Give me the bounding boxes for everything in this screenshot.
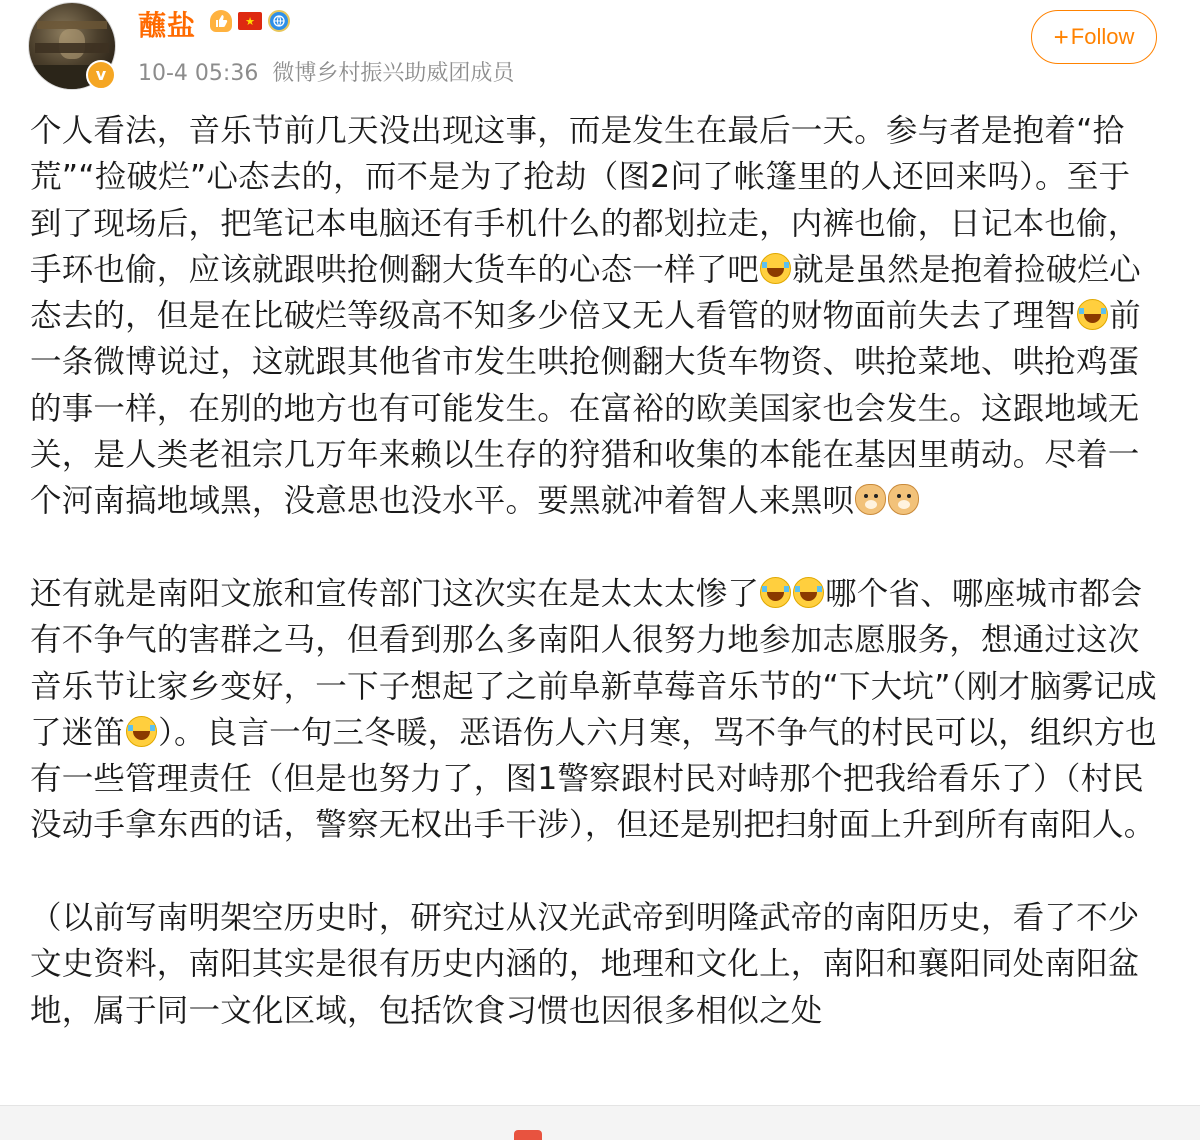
post-meta [138,56,514,87]
toolbar-indicator [514,1130,542,1140]
post-paragraph-2 [30,571,1160,849]
post-text-run: 就是虽然是抱着捡破烂心态去的，但是在比破烂等级高不知多少倍又无人看管的财物面前失去了理智 [30,251,1141,335]
post-paragraph-3 [30,895,1160,1034]
doge-emoji-icon [855,484,886,515]
avatar-image-detail [35,43,109,53]
verified-icon: v [86,60,116,90]
thumbs-up-badge-icon[interactable] [210,10,232,32]
post-text-run: 哪个省、哪座城市都会有不争气的害群之马，但看到那么多南阳人很努力地参加志愿服务，想通过这次音乐节让家乡变好，一下子想起了之前阜新草莓音乐节的“下大坑”（刚才脑雾记成了迷笛 [30,575,1157,751]
follow-button[interactable] [1031,10,1157,64]
post-header [0,0,1200,110]
crying-laughing-emoji-icon [1077,299,1108,330]
crying-laughing-emoji-icon [793,577,824,608]
post-body [30,108,1160,1034]
plus-icon: + [1053,21,1069,52]
china-flag-icon: ★ [238,12,262,30]
post-text-run: ）。良言一句三冬暖，恶语伤人六月寒，骂不争气的村民可以，组织方也有一些管理责任（但是也努力了，图1警察跟村民对峙那个把我给看乐了）（村民没动手拿东西的话，警察无权出手干涉），但还是别把扫射面上升到所有南阳人。 [30,714,1157,844]
paragraph-spacer [30,849,1160,895]
avatar-image-detail [37,21,107,29]
post-paragraph-1 [30,108,1160,525]
post-text-run: 还有就是南阳文旅和宣传部门这次实在是太太太惨了 [30,575,760,612]
globe-badge-icon[interactable] [268,10,290,32]
post-text-run: （以前写南明架空历史时，研究过从汉光武帝到明隆武帝的南阳历史，看了不少文史资料，南阳其实是很有历史内涵的，地理和文化上，南阳和襄阳同处南阳盆地，属于同一文化区域，包括饮食习惯也因很多相似之处 [30,900,1140,1029]
post-timestamp[interactable]: 10-4 05:36 [138,61,259,86]
username[interactable]: 蘸盐 [138,9,197,42]
crying-laughing-emoji-icon [126,716,157,747]
follow-button-label: Follow [1070,24,1135,49]
post-source[interactable]: 微博乡村振兴助威团成员 [272,61,515,86]
bottom-toolbar [0,1105,1200,1140]
crying-laughing-emoji-icon [760,253,791,284]
post-text-run: 前一条微博说过，这就跟其他省市发生哄抢侧翻大货车物资、哄抢菜地、哄抢鸡蛋的事一样，在别的地方也有可能发生。在富裕的欧美国家也会发生。这跟地域无关，是人类老祖宗几万年来赖以生存的狩猎和收集的本能在基因里萌动。尽着一个河南搞地域黑，没意思也没水平。要黑就冲着智人来黑呗 [30,298,1141,520]
post-text-run: 个人看法，音乐节前几天没出现这事，而是发生在最后一天。参与者是抱着“拾荒”“捡破烂”心态去的，而不是为了抢劫（图2问了帐篷里的人还回来吗）。至于到了现场后，把笔记本电脑还有手机什么的都划拉走，内裤也偷，日记本也偷，手环也偷，应该就跟哄抢侧翻大货车的心态一样了吧 [30,113,1140,288]
paragraph-spacer [30,525,1160,571]
doge-emoji-icon [888,484,919,515]
crying-laughing-emoji-icon [760,577,791,608]
